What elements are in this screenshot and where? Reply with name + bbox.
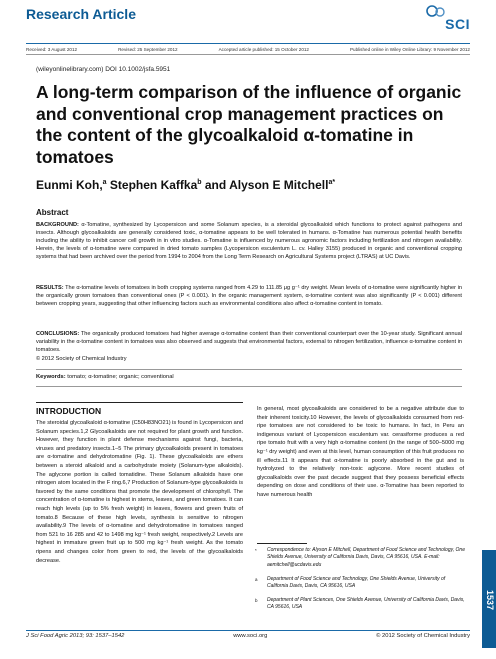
divider [26,630,470,631]
abstract-conclusions-text: The organically produced tomatoes had higher average α-tomatine content than their conventional counterpart over the 10-year study. Significant annual variability in the α-tomatine content in tomatoes was also observed and suggests that environmental factors, external to nitrogen fertilization, influence α-tomatine content in tomatoes. [36,331,462,353]
logo-text: SCI [445,16,470,32]
page-number-tab [482,550,496,648]
divider [36,369,462,370]
date-published: Published online in Wiley Online Library: 9 November 2012 [349,47,470,52]
date-received: Received: 3 August 2012 [26,47,78,52]
divider [36,386,462,387]
introduction-heading: INTRODUCTION [36,406,102,416]
footnote-text: Correspondence to: Alyson E Mitchell, Department of Food Science and Technology, One Shields Avenue, University of California Davis, Davis, CA 95616, USA. E-mail: aemitchell@ucdavis.edu [267,547,465,568]
footnote-text: Department of Plant Sciences, One Shields Avenue, University of California Davis, Davis, CA 95616, USA [267,597,465,611]
abstract-background-text: α-Tomatine, synthesized by Lycopersicon and some Solanum species, is a steroidal glycoalkaloid which functions to protect against pathogens and insects. Although glycoalkaloids are generally considered toxic, α-tomatine appears to be well tolerated in humans. α-Tomatine has numerous potential health benefits including the ability to inhibit cancer cell growth in in vitro studies. α-Tomatine is influenced by numerous agronomic factors including fertilization and nitrogen availability. Herein, the levels of α-tomatine were compared in dried tomato samples (Lycopersicon esculentum L. cv. Halley 3155) produced in organic and conventional cropping systems that had been archived over the period from 1994 to 2004 from the Long Term Research on Agricultural Systems project (LTRAS) at UC Davis. [36,222,462,260]
introduction-right-column: In general, most glycoalkaloids are considered to be a negative attribute due to their inherent toxicity.10 However, the levels of glycoalkaloids consumed from red-ripe tomatoes are not considered to be toxic to humans. In fact, in Peru an indigenous variant of Lycopersicon esculentum var. cerasiforme produces a red ripe tomato fruit with a very high α-tomatine content (in the range of 500–5000 mg kg⁻¹ dry weight) and even at this level, human consumption of this fruit produces no ill effects.11 It appears that α-tomatine is poorly absorbed in the gut and is hydrolyzed to the relatively non-toxic aglycone. More recent studies of glycoalkaloids over the past decade suggest that they possess beneficial effects depending on dose and conditions of their use. α-Tomatine has been reported to have numerous health [257,406,464,498]
footnote-divider [257,543,307,544]
author-affiliation-mark: a [102,179,107,186]
page-number: 1537 [485,590,495,611]
divider [26,54,470,55]
abstract-copyright: © 2012 Society of Chemical Industry [36,356,127,362]
footer-site-link[interactable]: www.soci.org [233,633,268,639]
page-footer [26,633,470,639]
author-affiliation-mark: a* [328,179,336,186]
abstract-results-text: The α-tomatine levels of tomatoes in both cropping systems ranged from 4.29 to 111.85 μg g⁻¹ dry weight. Mean levels of α-tomatine were significantly higher in the organically grown tomatoes than conventional ones (P < 0.001). In the organic management system, α-tomatine content was also significantly (P < 0.001) different between cropping years, suggesting that other influencing factors such as environmental conditions also affect α-tomatine content in tomato. [36,285,462,307]
date-revised: Revised: 25 September 2012 [118,47,178,52]
publication-dates [26,43,470,52]
doi-line[interactable]: (wileyonlinelibrary.com) DOI 10.1002/jsfa.5951 [36,66,171,73]
footnote-mark: * [255,548,257,553]
sci-logo [426,4,470,34]
logo-circles-icon [426,4,446,20]
author-name: and Alyson E Mitchell [201,178,329,192]
footnote-mark: b [255,598,258,603]
abstract-background [36,222,462,262]
article-title [36,82,466,168]
introduction-left-column: The steroidal glycoalkaloid α-tomatine (C50H83NO21) is found in Lycopersicon and Solanum species.1,2 Glycoalkaloids are not required for plant growth and function. However, they function in plant defense mechanisms against fungi, bacteria, viruses and predatory insects.1–5 The primary glycoalkaloids present in tomatoes are α-tomatine and dehydrotomatine (Fig. 1). These glycoalkaloids are ethers between a steroid alkaloid and a carbohydrate moiety (Solanum-type alkaloids). The aglycone portion is called tomatidine. These Solanum alkaloids have one nitrogen atom located in the F ring.6,7 Production of Solanum-type glycoalkaloids is favored by the same conditions that promote the development of chlorophyll. The concentration of α-tomatine is highest in stems, leaves, and green tomatoes. It can reach high levels (up to 5% fresh weight) in leaves, flowers and green fruits of tomato.8 Because of these high levels, synthesis is sensitive to nitrogen availability.9 The levels of α-tomatine and dehydrotomatine in tomatoes ranged from 521 to 16 285 and 42 to 1498 mg kg⁻¹ fresh weight, respectively.2 Levels are highest in immature green fruit up to 500 mg kg⁻¹ fresh weight. As the tomato ripens and changes color from green to red, the levels of the glycoalkaloids decrease. [36,420,243,564]
footer-copyright: © 2012 Society of Chemical Industry [376,633,470,639]
article-title-text: A long-term comparison of the influence of organic and conventional crop management practices on the content of the glycoalkaloid α-tomatine in tomatoes [36,82,462,167]
footnote-affiliation-b [257,597,465,612]
author-name: Eunmi Koh, [36,178,103,192]
keywords-value: tomato; α-tomatine; organic; conventional [65,374,174,380]
date-accepted: Accepted article published: 15 October 2012 [218,47,309,52]
article-type: Research Article [26,6,136,22]
abstract-heading: Abstract [36,208,69,217]
footnote-affiliation-a [257,576,465,591]
author-affiliation-mark: b [197,179,202,186]
footer-journal: J Sci Food Agric 2013; 93: 1537–1542 [26,633,125,639]
abstract-background-label: BACKGROUND: [36,222,79,228]
author-name: Stephen Kaffka [106,178,198,192]
abstract-conclusions [36,331,462,355]
footnote-mark: a [255,577,258,582]
abstract-results [36,285,462,309]
keywords-label: Keywords: [36,374,66,380]
footnote-correspondence [257,547,465,569]
footnote-text: Department of Food Science and Technology, One Shields Avenue, University of California Davis, Davis, CA 95616, USA [267,576,446,590]
journal-header [26,4,470,38]
author-list [36,178,335,192]
keywords [36,374,174,380]
abstract-results-label: RESULTS: [36,285,64,291]
divider [36,402,243,403]
abstract-conclusions-label: CONCLUSIONS: [36,331,80,337]
